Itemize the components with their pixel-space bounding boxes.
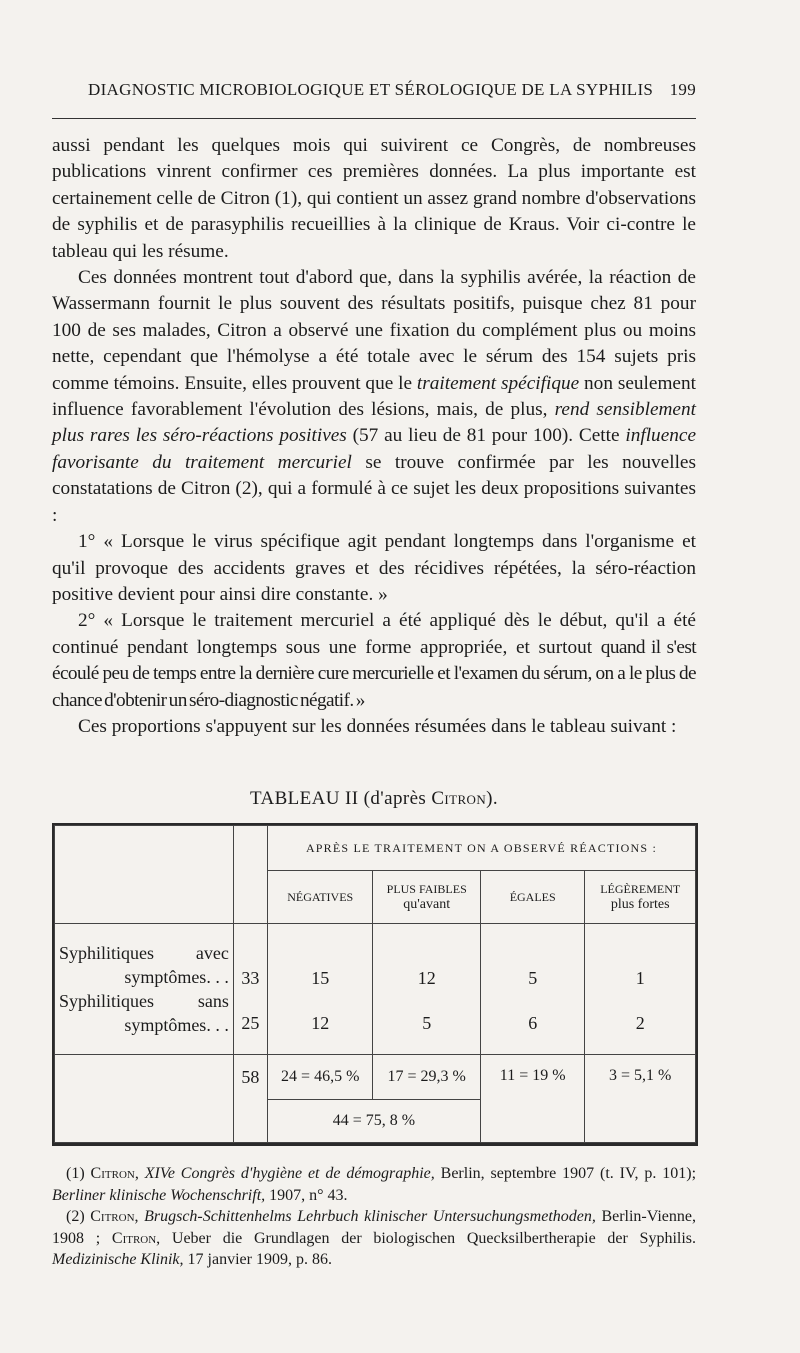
egales-column: 5 6 bbox=[480, 924, 584, 1055]
total-egales: 11 = 19 % bbox=[480, 1055, 584, 1143]
empty-total-header bbox=[233, 826, 267, 924]
totals-column: 33 25 bbox=[233, 924, 267, 1055]
table-title: TABLEAU II (d'après Citron). bbox=[249, 788, 499, 809]
paragraph-3: 1° « Lorsque le virus spécifique agit pendant longtemps dans l'organisme et qu'il provoque des accidents graves et des récidives répétées, la séro-réaction positive devient pour ainsi dire constante. » bbox=[52, 531, 696, 605]
total-plus-faibles: 17 = 29,3 % bbox=[373, 1055, 480, 1100]
combined-total: 44 = 75, 8 % bbox=[267, 1100, 480, 1143]
paragraph-4: 2° « Lorsque le traitement mercuriel a été appliqué dès le début, qu'il a été continué pendant longtemps sous une forme appropriée, et surtout quand il s'est écoulé peu de temps entre la dernière cure mercurielle et l'examen du sérum, on a le plus de chance d'obtenir un séro-diagnostic négatif. » bbox=[52, 610, 696, 711]
running-head-title: DIAGNOSTIC MICROBIOLOGIQUE ET SÉROLOGIQUE DE LA SYPHILIS bbox=[88, 80, 654, 99]
header-rule bbox=[52, 118, 696, 119]
total-negatives: 24 = 46,5 % bbox=[267, 1055, 372, 1100]
paragraph-5: Ces proportions s'appuyent sur les données résumées dans le tableau suivant : bbox=[78, 715, 677, 737]
col-header-legerement: LÉGÈREMENT plus fortes bbox=[585, 871, 696, 924]
col-header-egales: ÉGALES bbox=[480, 871, 584, 924]
row-label-combined: Syphilitiques avec symptômes. . . Syphilitiques sans symptômes. . . bbox=[55, 924, 234, 1055]
footnote-1: (1) Citron, XIVe Congrès d'hygiène et de démographie, Berlin, septembre 1907 (t. IV, p. 101); Berliner klinische Wochenschrift, 1907, n° 43. bbox=[52, 1165, 697, 1204]
negatives-column: 15 12 bbox=[267, 924, 372, 1055]
col-header-plus-faibles: PLUS FAIBLES qu'avant bbox=[373, 871, 480, 924]
body-text bbox=[52, 133, 696, 740]
paragraph-2: Ces données montrent tout d'abord que, dans la syphilis avérée, la réaction de Wassermann fournit le plus souvent des résultats positifs, puisque chez 81 pour 100 de ses malades, Citron a observé une fixation du complément plus ou moins nette, cependant que l'hémolyse a été totale avec le sérum des 154 sujets pris comme témoins. Ensuite, elles prouvent que le traitement spécifique non seulement influence favorablement l'évolution des lésions, mais, de plus, rend sensiblement plus rares les séro-réactions positives (57 au lieu de 81 pour 100). Cette influence favorisante du traitement mercuriel se trouve confirmée par les nouvelles constatations de Citron (2), qui a formulé à ce sujet les deux propositions suivantes : bbox=[52, 267, 697, 526]
paragraph-1: aussi pendant les quelques mois qui suivirent ce Congrès, de nombreuses publications vinrent confirmer ces premières données. La plus importante est certainement celle de Citron (1), qui contient un assez grand nombre d'observations de syphilis et de parasyphilis recueillies à la clinique de Kraus. Voir ci-contre le tableau qui les résume. bbox=[52, 135, 696, 262]
page-number: 199 bbox=[669, 80, 696, 99]
plus-faibles-column: 12 5 bbox=[373, 924, 480, 1055]
total-legerement: 3 = 5,1 % bbox=[585, 1055, 696, 1143]
empty-totals-label bbox=[55, 1055, 234, 1143]
group-header: APRÈS LE TRAITEMENT ON A OBSERVÉ RÉACTIONS : bbox=[267, 826, 695, 871]
empty-corner-cell bbox=[55, 826, 234, 924]
col-header-negatives: NÉGATIVES bbox=[267, 871, 372, 924]
grand-total: 58 bbox=[233, 1055, 267, 1143]
footnotes bbox=[52, 1163, 696, 1271]
data-table bbox=[52, 823, 698, 1146]
footnote-2: (2) Citron, Brugsch-Schittenhelms Lehrbuch klinischer Untersuchungsmethoden, Berlin-Vienne, 1908 ; Citron, Ueber die Grundlagen der biologischen Quecksilbertherapie der Syphilis. Medizinische Klinik, 17 janvier 1909, p. 86. bbox=[52, 1208, 696, 1268]
legerement-column: 1 2 bbox=[585, 924, 696, 1055]
